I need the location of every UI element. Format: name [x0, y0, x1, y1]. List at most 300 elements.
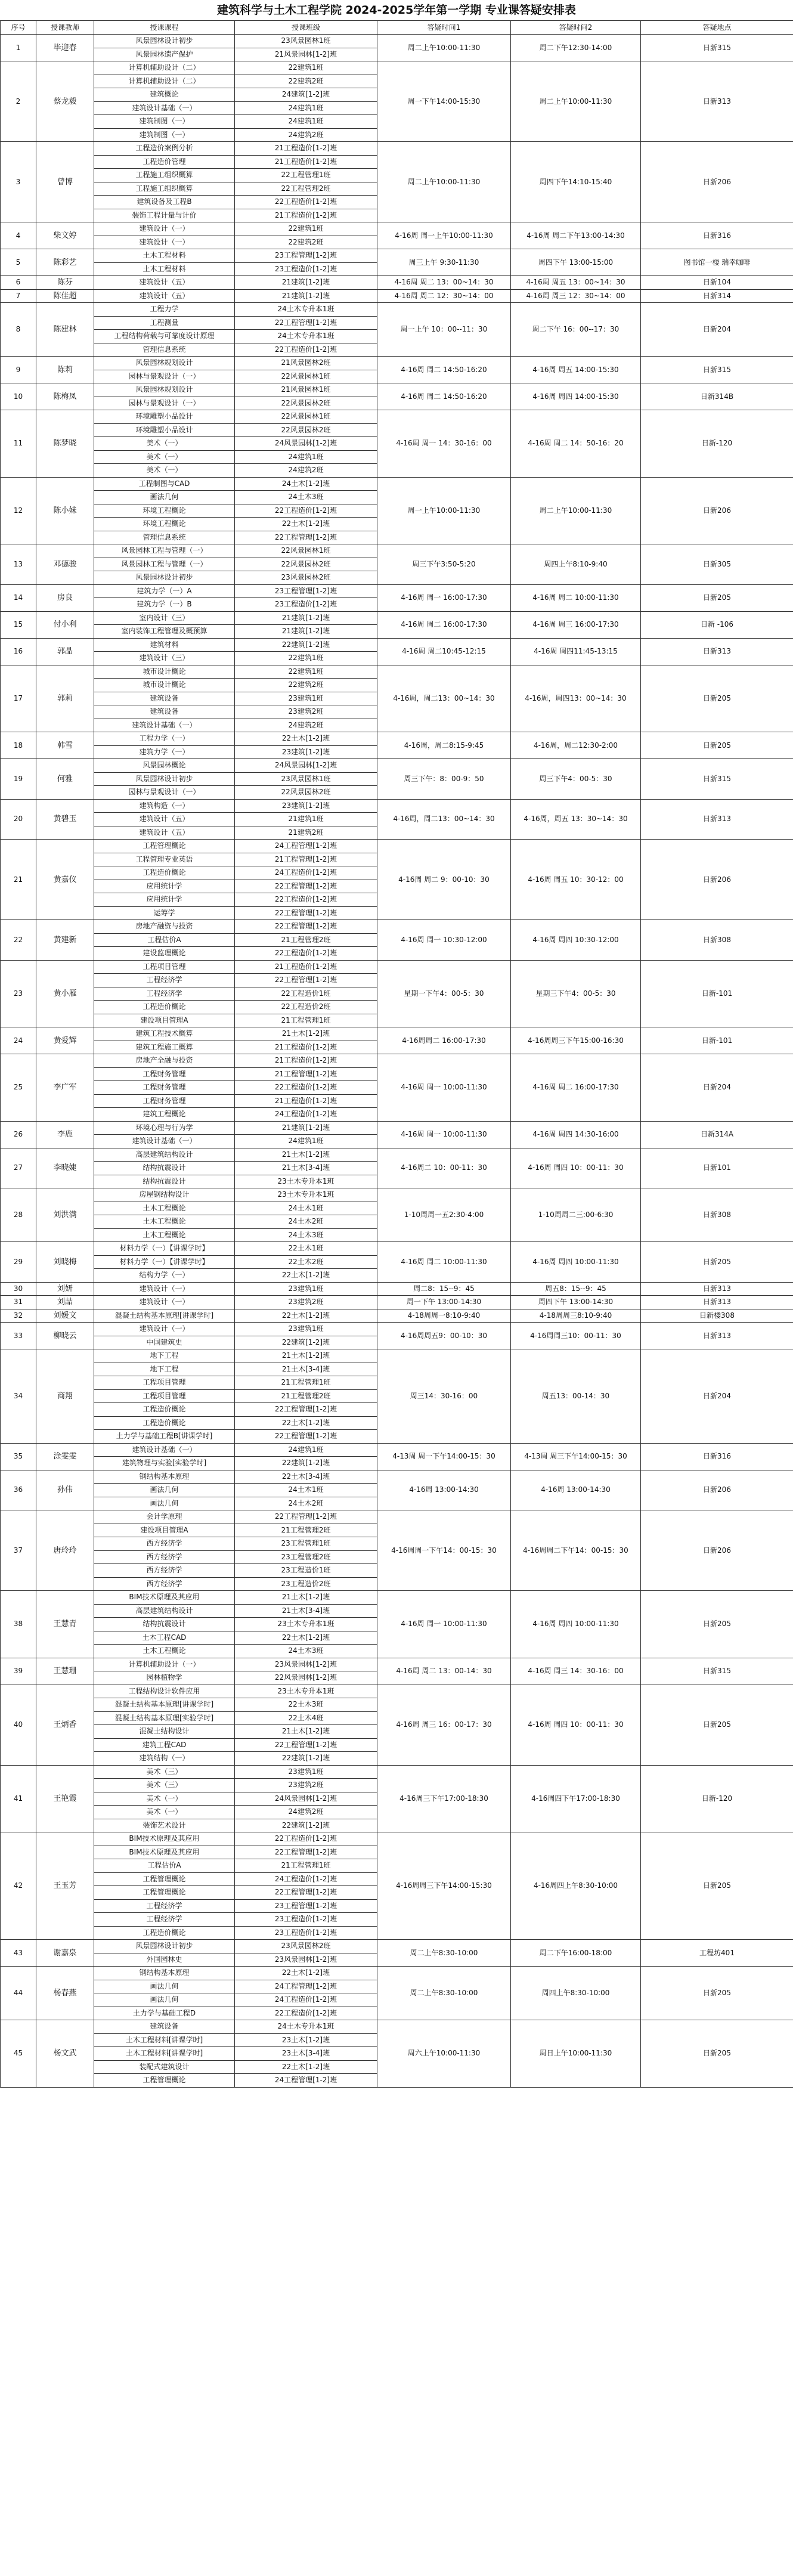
row-number: 10	[1, 383, 36, 410]
header-course: 授课课程	[94, 21, 235, 35]
qa-time-1: 周三14：30-16：00	[377, 1349, 511, 1444]
course-name: 建筑设计基础（一）	[94, 101, 235, 115]
class-name: 22建筑[1-2]班	[235, 638, 377, 652]
course-name: 建筑设计（一）	[94, 236, 235, 249]
table-row	[1, 1470, 793, 1484]
class-name: 22工程造价[1-2]班	[235, 947, 377, 961]
qa-location: 日新315	[641, 35, 793, 61]
table-row	[1, 61, 793, 75]
class-name: 22工程造价[1-2]班	[235, 504, 377, 518]
course-name: 风景园林工程与管理（一）	[94, 558, 235, 571]
class-name: 22土木[1-2]班	[235, 1309, 377, 1323]
qa-location: 日新314B	[641, 383, 793, 410]
course-name: 材料力学（一）【讲课学时】	[94, 1255, 235, 1269]
row-number: 5	[1, 249, 36, 276]
table-row	[1, 611, 793, 625]
course-name: 风景园林设计初步	[94, 1940, 235, 1953]
table-row	[1, 1685, 793, 1698]
qa-location: 日新205	[641, 1242, 793, 1283]
class-name: 21建筑[1-2]班	[235, 625, 377, 639]
course-name: 房地产融资与投资	[94, 920, 235, 934]
course-name: 美术（一）	[94, 464, 235, 478]
class-name: 24建筑2班	[235, 128, 377, 142]
qa-time-1: 1-10周周一五2:30-4:00	[377, 1188, 511, 1242]
course-name: 工程造价管理	[94, 155, 235, 169]
course-name: 工程造价概论	[94, 866, 235, 880]
row-number: 39	[1, 1658, 36, 1685]
class-name: 23风景园林1班	[235, 35, 377, 48]
qa-time-2: 周五8：15--9：45	[511, 1282, 641, 1296]
class-name: 21工程造价[1-2]班	[235, 142, 377, 156]
class-name: 22土木2班	[235, 1255, 377, 1269]
class-name: 22工程管理[1-2]班	[235, 974, 377, 987]
course-name: 建筑工程概论	[94, 1108, 235, 1122]
course-name: 工程项目管理	[94, 960, 235, 974]
course-name: 会计学原理	[94, 1510, 235, 1524]
row-number: 16	[1, 638, 36, 665]
teacher-name: 刘喆	[36, 1296, 94, 1309]
qa-location: 日新 -106	[641, 611, 793, 638]
class-name: 21土木[1-2]班	[235, 1725, 377, 1739]
qa-time-1: 4-16周周一下午14：00-15：30	[377, 1510, 511, 1591]
teacher-name: 王慧青	[36, 1591, 94, 1658]
course-name: 风景园林规划设计	[94, 357, 235, 370]
class-name: 23工程造价1班	[235, 1564, 377, 1578]
qa-time-1: 4-16周 周二 12：30~14：00	[377, 289, 511, 303]
class-name: 22风景园林2班	[235, 397, 377, 410]
class-name: 21工程造价[1-2]班	[235, 960, 377, 974]
teacher-name: 陈彩艺	[36, 249, 94, 276]
course-name: 建筑设计（一）	[94, 1323, 235, 1336]
class-name: 21工程造价[1-2]班	[235, 1041, 377, 1054]
row-number: 38	[1, 1591, 36, 1658]
class-name: 24建筑[1-2]班	[235, 88, 377, 102]
qa-time-1: 周一上午 10：00--11：30	[377, 303, 511, 357]
class-name: 22工程造价[1-2]班	[235, 1832, 377, 1846]
table-row	[1, 584, 793, 598]
course-name: 土木工程概论	[94, 1228, 235, 1242]
qa-time-1: 周一下午14:00-15:30	[377, 61, 511, 142]
class-name: 24建筑1班	[235, 1135, 377, 1148]
row-number: 8	[1, 303, 36, 357]
course-name: 工程项目管理	[94, 1389, 235, 1403]
course-name: 园林与景观设计（一）	[94, 370, 235, 383]
qa-time-2: 4-16周 周四 10：00-11：30	[511, 1685, 641, 1765]
header-teacher: 授课教师	[36, 21, 94, 35]
class-name: 23工程造价[1-2]班	[235, 598, 377, 612]
qa-time-1: 4-16周 周二 14:50-16:20	[377, 383, 511, 410]
qa-location: 日新313	[641, 1282, 793, 1296]
teacher-name: 刘洪满	[36, 1188, 94, 1242]
row-number: 27	[1, 1148, 36, 1188]
class-name: 21土木[3-4]班	[235, 1162, 377, 1175]
row-number: 2	[1, 61, 36, 142]
course-name: 工程估价A	[94, 1859, 235, 1873]
row-number: 21	[1, 840, 36, 920]
class-name: 22工程管理[1-2]班	[235, 880, 377, 893]
class-name: 22风景园林2班	[235, 423, 377, 437]
class-name: 24建筑2班	[235, 1806, 377, 1819]
table-row	[1, 142, 793, 156]
course-name: 混凝土结构基本原理[讲课学时]	[94, 1698, 235, 1712]
table-row	[1, 840, 793, 853]
class-name: 24工程造价[1-2]班	[235, 866, 377, 880]
qa-time-1: 4-16周，周二13：00~14：30	[377, 665, 511, 732]
qa-time-2: 4-16周 13:00-14:30	[511, 1470, 641, 1510]
qa-location: 工程坊401	[641, 1940, 793, 1967]
row-number: 22	[1, 920, 36, 961]
class-name: 23工程管理2班	[235, 1550, 377, 1564]
table-row	[1, 960, 793, 974]
qa-location: 日新315	[641, 357, 793, 383]
class-name: 22土木1班	[235, 1242, 377, 1256]
class-name: 24土木3班	[235, 491, 377, 504]
row-number: 31	[1, 1296, 36, 1309]
course-name: 环境雕塑小品设计	[94, 410, 235, 424]
class-name: 21工程管理1班	[235, 1014, 377, 1027]
class-name: 21土木[3-4]班	[235, 1604, 377, 1618]
header-class: 授课班级	[235, 21, 377, 35]
qa-time-2: 周二上午10:00-11:30	[511, 477, 641, 544]
qa-time-1: 周二8：15--9：45	[377, 1282, 511, 1296]
class-name: 22工程造价[1-2]班	[235, 2007, 377, 2020]
class-name: 22土木3班	[235, 1698, 377, 1712]
course-name: 工程力学	[94, 303, 235, 317]
class-name: 22风景园林1班	[235, 544, 377, 558]
table-row	[1, 1121, 793, 1135]
qa-location: 日新313	[641, 1323, 793, 1349]
qa-time-1: 周二上午10:00-11:30	[377, 35, 511, 61]
qa-location: 日新315	[641, 1658, 793, 1685]
class-name: 22建筑2班	[235, 75, 377, 88]
qa-time-2: 4-16周周二下午14：00-15：30	[511, 1510, 641, 1591]
table-row	[1, 1832, 793, 1846]
course-name: 美术（一）	[94, 1792, 235, 1806]
teacher-name: 郭莉	[36, 665, 94, 732]
qa-time-1: 4-16周，周二13：00~14：30	[377, 799, 511, 840]
class-name: 22工程造价[1-2]班	[235, 1081, 377, 1095]
class-name: 22工程造价1班	[235, 987, 377, 1001]
class-name: 24工程造价[1-2]班	[235, 1872, 377, 1886]
row-number: 3	[1, 142, 36, 222]
class-name: 21工程管理2班	[235, 1389, 377, 1403]
class-name: 23工程造价2班	[235, 1577, 377, 1591]
qa-location: 日新313	[641, 1296, 793, 1309]
class-name: 23建筑1班	[235, 1323, 377, 1336]
course-name: 土力学与基础工程B[讲课学时]	[94, 1430, 235, 1444]
course-name: 建筑设计（五）	[94, 276, 235, 290]
class-name: 22土木[1-2]班	[235, 1967, 377, 1980]
table-row	[1, 357, 793, 370]
course-name: 工程财务管理	[94, 1067, 235, 1081]
class-name: 22工程管理2班	[235, 182, 377, 196]
qa-time-2: 4-16周 周四 10:00-11:30	[511, 1591, 641, 1658]
course-name: 风景园林设计初步	[94, 35, 235, 48]
course-name: 运筹学	[94, 906, 235, 920]
course-name: 土木工程材料[讲课学时]	[94, 2047, 235, 2061]
qa-location: 图书馆一楼 瑞幸咖啡	[641, 249, 793, 276]
class-name: 22建筑[1-2]班	[235, 1819, 377, 1832]
course-name: 风景园林遗产保护	[94, 48, 235, 61]
class-name: 24土木专升本1班	[235, 303, 377, 317]
qa-time-1: 4-16周 周一 10:00-11:30	[377, 1121, 511, 1148]
teacher-name: 陈莉	[36, 357, 94, 383]
course-name: 装配式建筑设计	[94, 2060, 235, 2074]
qa-time-1: 周一下午 13:00-14:30	[377, 1296, 511, 1309]
row-number: 28	[1, 1188, 36, 1242]
class-name: 24土木2班	[235, 1215, 377, 1229]
class-name: 23土木专升本1班	[235, 1188, 377, 1202]
teacher-name: 李鹿	[36, 1121, 94, 1148]
row-number: 17	[1, 665, 36, 732]
course-name: 建筑材料	[94, 638, 235, 652]
class-name: 21建筑[1-2]班	[235, 611, 377, 625]
qa-location: 日新204	[641, 1054, 793, 1122]
class-name: 21土木[1-2]班	[235, 1148, 377, 1162]
course-name: 材料力学（一）【讲课学时】	[94, 1242, 235, 1256]
qa-time-1: 4-16周 周二 10:00-11:30	[377, 1242, 511, 1283]
qa-time-1: 周一上午10:00-11:30	[377, 477, 511, 544]
class-name: 24土木3班	[235, 1228, 377, 1242]
course-name: 工程经济学	[94, 1913, 235, 1927]
row-number: 15	[1, 611, 36, 638]
class-name: 24工程管理[1-2]班	[235, 2074, 377, 2088]
teacher-name: 房良	[36, 584, 94, 611]
class-name: 22建筑2班	[235, 236, 377, 249]
qa-location: 日新313	[641, 61, 793, 142]
teacher-name: 蔡龙毅	[36, 61, 94, 142]
class-name: 24土木2班	[235, 1497, 377, 1510]
class-name: 22土木[3-4]班	[235, 1470, 377, 1484]
qa-time-2: 4-16周 周五 13：00~14：30	[511, 276, 641, 290]
teacher-name: 李广军	[36, 1054, 94, 1122]
teacher-name: 谢嘉泉	[36, 1940, 94, 1967]
class-name: 21土木[1-2]班	[235, 1027, 377, 1041]
class-name: 22工程管理[1-2]班	[235, 1430, 377, 1444]
course-name: 工程造价案例分析	[94, 142, 235, 156]
class-name: 21风景园林[1-2]班	[235, 48, 377, 61]
row-number: 45	[1, 2020, 36, 2088]
table-row	[1, 1054, 793, 1068]
class-name: 21工程管理[1-2]班	[235, 853, 377, 866]
course-name: 风景园林概论	[94, 759, 235, 773]
qa-time-2: 4-16周 周四 14:00-15:30	[511, 383, 641, 410]
class-name: 22工程造价[1-2]班	[235, 893, 377, 907]
course-name: 风景园林设计初步	[94, 772, 235, 786]
course-name: 结构抗震设计	[94, 1175, 235, 1188]
course-name: 工程施工组织概算	[94, 182, 235, 196]
row-number: 12	[1, 477, 36, 544]
course-name: 建设监理概论	[94, 947, 235, 961]
course-name: 计算机辅助设计（一）	[94, 1658, 235, 1671]
table-row	[1, 1242, 793, 1256]
course-name: 钢结构基本原理	[94, 1470, 235, 1484]
class-name: 24土木1班	[235, 1202, 377, 1215]
schedule-body	[1, 35, 793, 2088]
course-name: 画法几何	[94, 1980, 235, 1993]
class-name: 22建筑2班	[235, 679, 377, 692]
row-number: 26	[1, 1121, 36, 1148]
header-time2: 答疑时间2	[511, 21, 641, 35]
course-name: 风景园林规划设计	[94, 383, 235, 397]
teacher-name: 付小利	[36, 611, 94, 638]
class-name: 24风景园林[1-2]班	[235, 1792, 377, 1806]
course-name: 建筑力学（一）	[94, 745, 235, 759]
course-name: 风景园林设计初步	[94, 571, 235, 585]
class-name: 23建筑[1-2]班	[235, 745, 377, 759]
qa-time-2: 4-16周 周四 10:00-11:30	[511, 1242, 641, 1283]
class-name: 24建筑1班	[235, 450, 377, 464]
table-row	[1, 477, 793, 491]
table-row	[1, 638, 793, 652]
class-name: 22风景园林2班	[235, 558, 377, 571]
qa-time-1: 周六上午10:00-11:30	[377, 2020, 511, 2088]
qa-time-1: 4-16周 周一 10:00-11:30	[377, 1054, 511, 1122]
teacher-name: 唐玲玲	[36, 1510, 94, 1591]
qa-time-1: 4-16周 周一上午10:00-11:30	[377, 222, 511, 249]
course-name: 建筑设计基础（一）	[94, 1135, 235, 1148]
row-number: 24	[1, 1027, 36, 1054]
course-name: 工程造价概论	[94, 1926, 235, 1940]
class-name: 23建筑2班	[235, 1296, 377, 1309]
row-number: 23	[1, 960, 36, 1027]
class-name: 21建筑2班	[235, 826, 377, 840]
qa-time-1: 周三上午 9:30-11:30	[377, 249, 511, 276]
teacher-name: 陈梦晓	[36, 410, 94, 478]
course-name: 工程项目管理	[94, 1376, 235, 1390]
table-row	[1, 303, 793, 317]
row-number: 43	[1, 1940, 36, 1967]
row-number: 37	[1, 1510, 36, 1591]
row-number: 4	[1, 222, 36, 249]
class-name: 23工程管理1班	[235, 1537, 377, 1551]
course-name: 园林与景观设计（一）	[94, 786, 235, 800]
table-row	[1, 1658, 793, 1671]
class-name: 23风景园林2班	[235, 1940, 377, 1953]
qa-location: 日新206	[641, 840, 793, 920]
class-name: 22土木[1-2]班	[235, 518, 377, 531]
course-name: 钢结构基本原理	[94, 1967, 235, 1980]
header-time1: 答疑时间1	[377, 21, 511, 35]
course-name: 城市设计概论	[94, 679, 235, 692]
teacher-name: 王慧珊	[36, 1658, 94, 1685]
qa-time-2: 周二下午 16：00--17：30	[511, 303, 641, 357]
teacher-name: 柳晓云	[36, 1323, 94, 1349]
course-name: 建筑设计基础（一）	[94, 719, 235, 732]
course-name: 装饰工程计量与计价	[94, 209, 235, 222]
course-name: 建筑设计（五）	[94, 826, 235, 840]
row-number: 33	[1, 1323, 36, 1349]
row-number: 7	[1, 289, 36, 303]
qa-location: 日新104	[641, 276, 793, 290]
course-name: 美术（一）	[94, 437, 235, 451]
row-number: 32	[1, 1309, 36, 1323]
row-number: 11	[1, 410, 36, 478]
class-name: 21工程管理1班	[235, 1376, 377, 1390]
class-name: 22工程管理[1-2]班	[235, 316, 377, 330]
course-name: 建筑设计（一）	[94, 222, 235, 236]
class-name: 21工程造价[1-2]班	[235, 209, 377, 222]
class-name: 21风景园林2班	[235, 357, 377, 370]
page-title: 建筑科学与土木工程学院 2024-2025学年第一学期 专业课答疑安排表	[217, 4, 576, 17]
qa-time-2: 周四下午14:10-15:40	[511, 142, 641, 222]
class-name: 23风景园林1班	[235, 772, 377, 786]
row-number: 1	[1, 35, 36, 61]
qa-location: 日新205	[641, 584, 793, 611]
qa-location: 日新314	[641, 289, 793, 303]
qa-time-2: 周四上午8:10-9:40	[511, 544, 641, 585]
qa-time-1: 4-16周 周二10:45-12:15	[377, 638, 511, 665]
class-name: 22工程管理[1-2]班	[235, 1403, 377, 1417]
class-name: 24土木专升本1班	[235, 330, 377, 343]
teacher-name: 陈芬	[36, 276, 94, 290]
teacher-name: 涂雯雯	[36, 1443, 94, 1470]
class-name: 22建筑1班	[235, 665, 377, 679]
course-name: 应用统计学	[94, 880, 235, 893]
class-name: 21建筑[1-2]班	[235, 276, 377, 290]
class-name: 24工程造价[1-2]班	[235, 1108, 377, 1122]
course-name: 工程结构荷载与可靠度设计原理	[94, 330, 235, 343]
qa-location: 日新315	[641, 759, 793, 800]
class-name: 23风景园林[1-2]班	[235, 1953, 377, 1967]
course-name: 美术（三）	[94, 1779, 235, 1792]
qa-time-2: 1-10周周二三:00-6:30	[511, 1188, 641, 1242]
class-name: 22土木[1-2]班	[235, 2060, 377, 2074]
class-name: 24工程管理[1-2]班	[235, 840, 377, 853]
qa-time-2: 4-16周周三下午15:00-16:30	[511, 1027, 641, 1054]
qa-time-2: 周四下午 13:00-15:00	[511, 249, 641, 276]
class-name: 24土木3班	[235, 1645, 377, 1658]
qa-time-2: 4-16周，周五 13：30~14：30	[511, 799, 641, 840]
qa-time-1: 周三下午3:50-5:20	[377, 544, 511, 585]
class-name: 22土木4班	[235, 1711, 377, 1725]
qa-location: 日新205	[641, 2020, 793, 2088]
qa-time-1: 星期一下午4：00-5：30	[377, 960, 511, 1027]
qa-time-2: 周二上午10:00-11:30	[511, 61, 641, 142]
teacher-name: 王玉芳	[36, 1832, 94, 1940]
class-name: 23工程造价[1-2]班	[235, 262, 377, 276]
qa-time-2: 周四下午 13:00-14:30	[511, 1296, 641, 1309]
schedule-table	[0, 20, 793, 2088]
class-name: 22工程管理1班	[235, 169, 377, 182]
course-name: 工程测量	[94, 316, 235, 330]
qa-time-2: 4-16周 周五 10：30-12：00	[511, 840, 641, 920]
qa-time-2: 星期三下午4：00-5：30	[511, 960, 641, 1027]
course-name: 工程结构设计软件应用	[94, 1685, 235, 1698]
qa-location: 日新205	[641, 732, 793, 759]
course-name: 结构力学（一）	[94, 1269, 235, 1283]
course-name: 工程管理概论	[94, 840, 235, 853]
class-name: 21工程造价[1-2]班	[235, 1054, 377, 1068]
row-number: 44	[1, 1967, 36, 2020]
qa-time-1: 4-16周 周一 16:00-17:30	[377, 584, 511, 611]
qa-time-2: 4-16周 周三 16:00-17:30	[511, 611, 641, 638]
table-row	[1, 1349, 793, 1363]
teacher-name: 黄爱辉	[36, 1027, 94, 1054]
qa-time-1: 4-16周 周一 14：30-16：00	[377, 410, 511, 478]
course-name: 土木工程材料[讲课学时]	[94, 2033, 235, 2047]
course-name: 建筑结构（一）	[94, 1752, 235, 1766]
teacher-name: 邓德骏	[36, 544, 94, 585]
class-name: 23建筑2班	[235, 1779, 377, 1792]
class-name: 22工程管理[1-2]班	[235, 920, 377, 934]
qa-time-1: 4-16周 13:00-14:30	[377, 1470, 511, 1510]
header-row	[1, 21, 793, 35]
class-name: 24土木[1-2]班	[235, 477, 377, 491]
qa-time-1: 4-16周周二 16:00-17:30	[377, 1027, 511, 1054]
qa-time-2: 4-16周，周二12:30-2:00	[511, 732, 641, 759]
course-name: 中国建筑史	[94, 1336, 235, 1349]
